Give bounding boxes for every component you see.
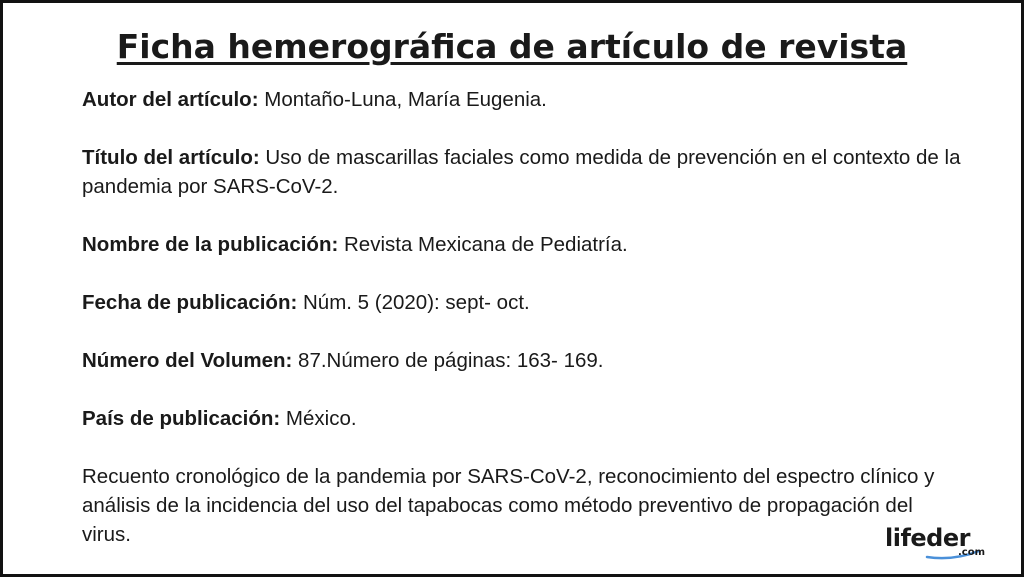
field-volume-number xyxy=(82,346,962,375)
field-label: País de publicación: xyxy=(82,407,281,430)
field-label: Autor del artículo: xyxy=(82,88,259,111)
field-label: Número del Volumen: xyxy=(82,349,293,372)
field-value: Uso de mascarillas faciales como medida de prevención en el contexto de la pandemia por SARS-CoV-2. xyxy=(82,146,961,198)
page-title-text: Ficha hemerográfica de artículo de revista xyxy=(116,27,908,66)
field-author xyxy=(82,85,962,114)
field-label: Título del artículo: xyxy=(82,146,260,169)
logo-suffix: .com xyxy=(957,547,985,558)
field-value: 87.Número de páginas: 163- 169. xyxy=(292,349,604,372)
field-value: Revista Mexicana de Pediatría. xyxy=(338,233,628,256)
field-value: México. xyxy=(280,407,357,430)
field-country xyxy=(82,404,962,433)
field-publication-name xyxy=(82,230,962,259)
summary-text: Recuento cronológico de la pandemia por SARS-CoV-2, reconocimiento del espectro clínico y análisis de la incidencia del uso del tapabocas como método preventivo de propagación del virus. xyxy=(82,465,935,546)
page-title xyxy=(3,25,1021,69)
field-article-title xyxy=(82,143,962,201)
field-value: Núm. 5 (2020): sept- oct. xyxy=(297,291,530,314)
logo-text: lifeder xyxy=(885,524,970,552)
field-label: Nombre de la publicación: xyxy=(82,233,339,256)
lifeder-logo xyxy=(885,522,985,560)
field-publication-date xyxy=(82,288,962,317)
field-label: Fecha de publicación: xyxy=(82,291,298,314)
reference-fields xyxy=(82,85,962,549)
field-value: Montaño-Luna, María Eugenia. xyxy=(258,88,547,111)
